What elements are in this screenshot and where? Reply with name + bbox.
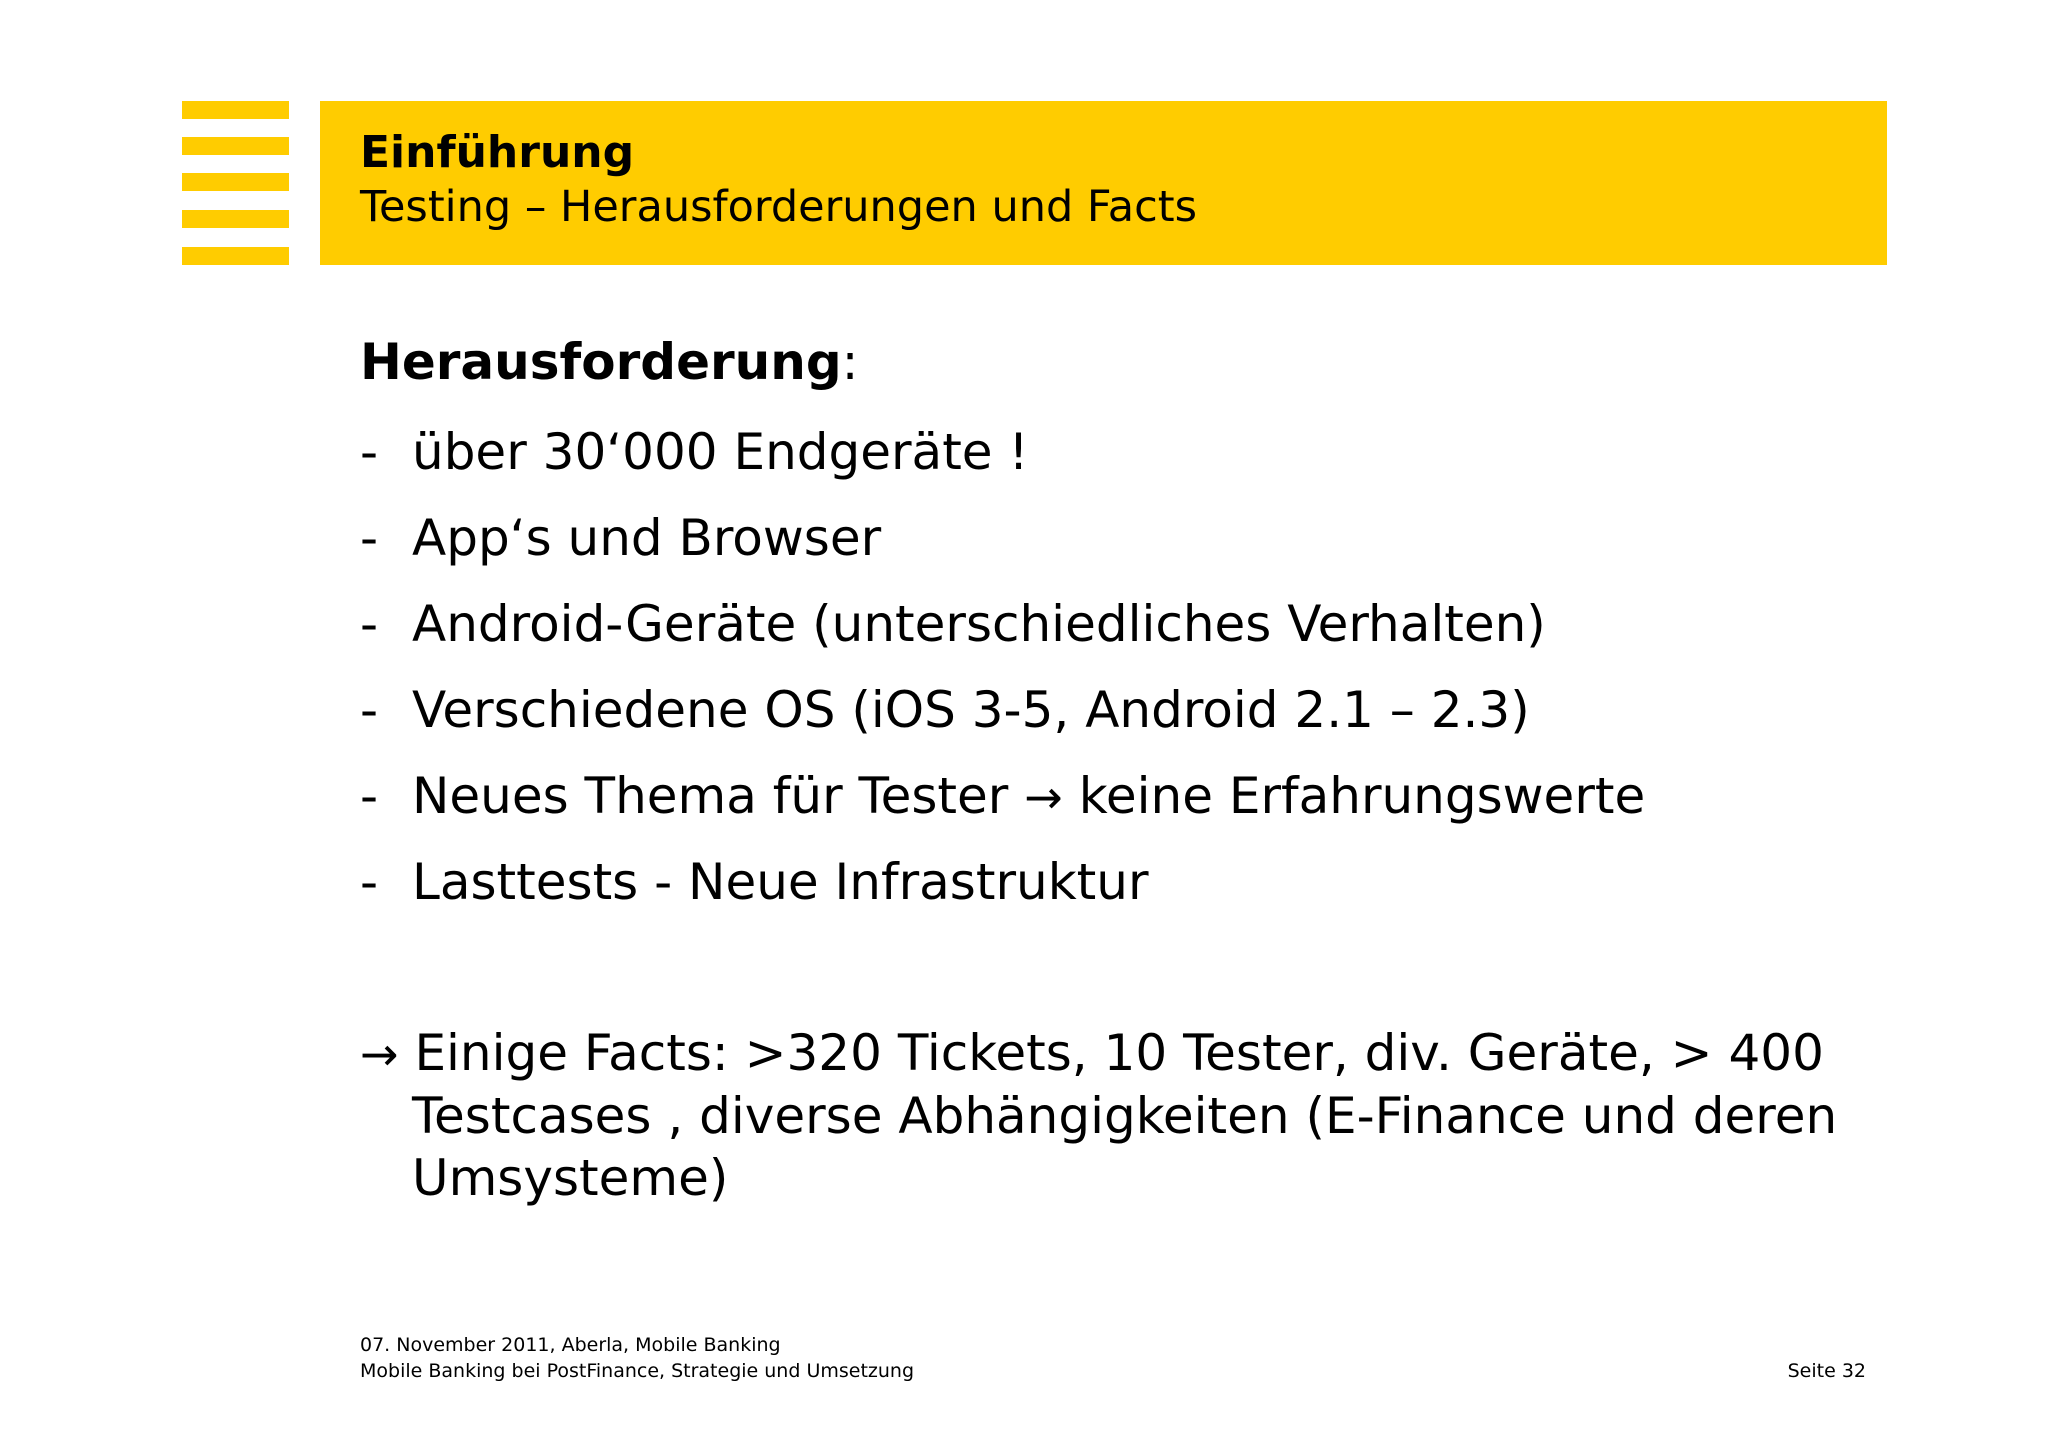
facts-paragraph xyxy=(360,1022,1838,1209)
footer-presentation-title: Mobile Banking bei PostFinance, Strategie und Umsetzung xyxy=(360,1360,915,1382)
bullet-dash: - xyxy=(360,509,379,567)
header-band xyxy=(320,101,1887,265)
facts-line-2: Testcases , diverse Abhängigkeiten (E-Finance und deren xyxy=(412,1087,1838,1145)
bullet-text: über 30‘000 Endgeräte ! xyxy=(412,423,1029,481)
arrow-right-icon: → xyxy=(1024,770,1063,824)
facts-line-3: Umsysteme) xyxy=(412,1149,729,1207)
logo-stripe xyxy=(182,101,289,119)
bullet-text-before: Neues Thema für Tester xyxy=(412,767,1009,825)
bullet-text xyxy=(412,758,1645,835)
footer xyxy=(360,1332,914,1384)
section-heading xyxy=(360,332,858,392)
bullet-dash: - xyxy=(360,767,379,825)
bullet-dash: - xyxy=(360,853,379,911)
section-heading-text: Herausforderung xyxy=(360,333,842,391)
arrow-right-icon: → xyxy=(360,1027,399,1081)
bullet-text: Android-Geräte (unterschiedliches Verhalten) xyxy=(412,595,1546,653)
page-number: Seite 32 xyxy=(1787,1360,1866,1382)
bullet-dash: - xyxy=(360,595,379,653)
bullet-dash: - xyxy=(360,681,379,739)
facts-text: Einige Facts: >320 Tickets, 10 Tester, div. Geräte, > 400 xyxy=(414,1024,1824,1082)
bullet-text: Verschiedene OS (iOS 3-5, Android 2.1 – 2.3) xyxy=(412,681,1530,739)
facts-line-1 xyxy=(360,1022,1824,1085)
logo-stripe xyxy=(182,137,289,155)
bullet-text-after: keine Erfahrungswerte xyxy=(1078,767,1646,825)
bullet-text: App‘s und Browser xyxy=(412,509,882,567)
logo-stripe xyxy=(182,247,289,265)
footer-date-line: 07. November 2011, Aberla, Mobile Banking xyxy=(360,1334,781,1356)
logo-stripe xyxy=(182,173,289,191)
logo-stripe xyxy=(182,210,289,228)
bullet-text: Lasttests - Neue Infrastruktur xyxy=(412,853,1149,911)
slide-title: Einführung xyxy=(360,127,635,178)
slide-subtitle: Testing – Herausforderungen und Facts xyxy=(360,182,1197,232)
logo-stripes xyxy=(182,101,289,265)
section-heading-colon: : xyxy=(841,333,859,391)
bullet-dash: - xyxy=(360,423,379,481)
